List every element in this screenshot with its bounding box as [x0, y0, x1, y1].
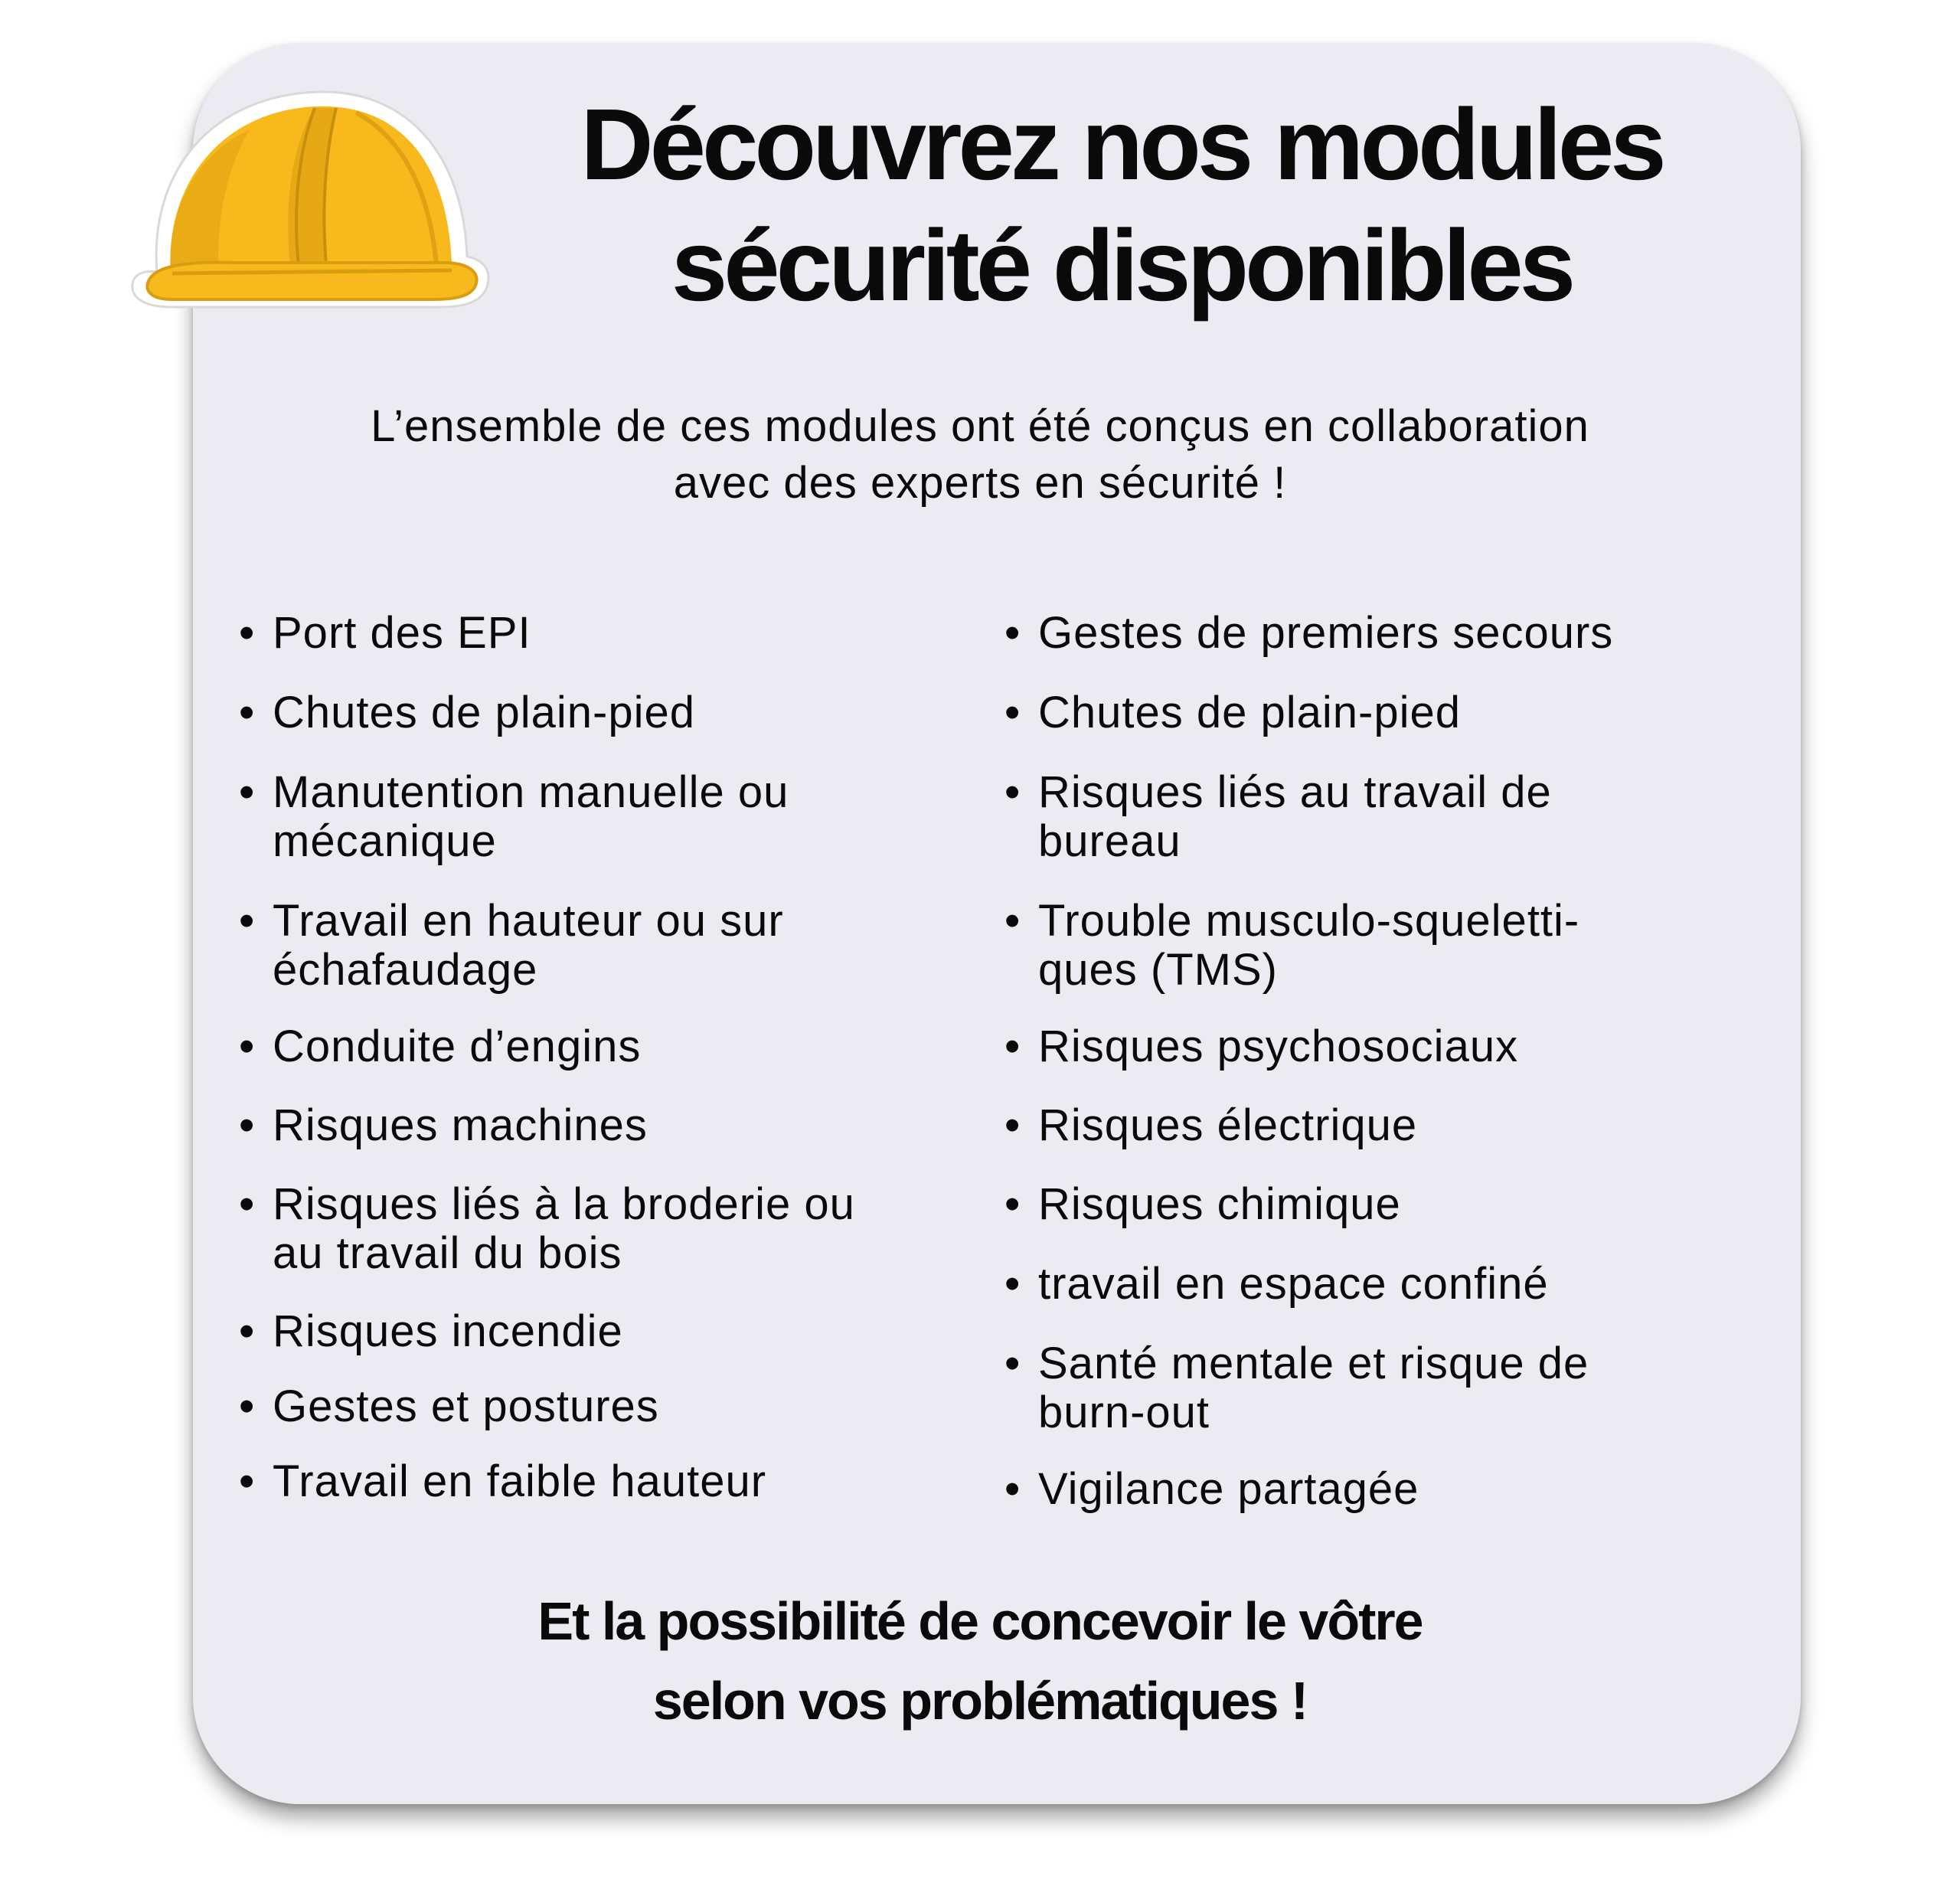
page-title-line-1: Découvrez nos modules [580, 88, 1663, 201]
list-item-text: • Manutention manuelle ou [273, 767, 789, 817]
list-item-text-continued: ques (TMS) [1038, 945, 1278, 995]
hard-hat-icon [126, 73, 494, 325]
closing-line-2: selon vos problématiques ! [652, 1671, 1308, 1731]
list-item-text: • Risques chimique [1038, 1179, 1401, 1229]
intro-text [230, 398, 1730, 512]
list-item [995, 768, 1707, 866]
intro-line-1: L’ensemble de ces modules ont été conçus en collaboration [371, 401, 1589, 451]
list-item [230, 1457, 965, 1506]
list-item-text-continued: mécanique [273, 816, 497, 866]
list-item-text: • Vigilance partagée [1038, 1464, 1419, 1514]
list-item [230, 1180, 965, 1278]
list-item-text: • Travail en faible hauteur [273, 1456, 767, 1506]
list-item-text: • Trouble musculo-squeletti- [1038, 896, 1580, 946]
list-item [230, 1101, 965, 1150]
list-item [995, 1022, 1707, 1071]
list-item [230, 609, 965, 658]
page-title-line-2: sécurité disponibles [671, 209, 1573, 322]
list-item [995, 1260, 1707, 1309]
closing-text [291, 1581, 1669, 1741]
list-item-text: • Conduite d’engins [273, 1022, 642, 1071]
list-item [230, 1022, 965, 1071]
list-item-text: • Risques liés à la broderie ou [273, 1179, 855, 1229]
list-item-text: • Gestes et postures [273, 1381, 659, 1431]
list-item-text-continued: au travail du bois [273, 1228, 622, 1278]
list-item-text: • Travail en hauteur ou sur [273, 896, 784, 946]
list-item-text-continued: bureau [1038, 816, 1181, 866]
list-item-text: • Risques psychosociaux [1038, 1022, 1519, 1071]
list-item [995, 688, 1707, 737]
list-item-text: • Port des EPI [273, 608, 531, 658]
list-item-text: • Risques machines [273, 1100, 648, 1150]
list-item [995, 1101, 1707, 1150]
list-item [995, 897, 1707, 995]
list-item [995, 1465, 1707, 1514]
list-item [230, 1382, 965, 1431]
list-item [230, 1307, 965, 1356]
list-item [995, 609, 1707, 658]
list-item-text: • Chutes de plain-pied [1038, 688, 1462, 737]
list-item [995, 1180, 1707, 1229]
list-item [230, 897, 965, 995]
closing-line-1: Et la possibilité de concevoir le vôtre [537, 1591, 1423, 1651]
list-item-text: • Risques électrique [1038, 1100, 1418, 1150]
page-title [459, 84, 1784, 326]
list-item [995, 1339, 1707, 1437]
list-item-text-continued: échafaudage [273, 945, 538, 995]
list-item-text: • Risques liés au travail de [1038, 767, 1552, 817]
list-item-text-continued: burn-out [1038, 1388, 1210, 1437]
list-item-text: • travail en espace confiné [1038, 1259, 1549, 1309]
list-item-text: • Gestes de premiers secours [1038, 608, 1614, 658]
intro-line-2: avec des experts en sécurité ! [673, 458, 1287, 508]
list-item-text: • Santé mentale et risque de [1038, 1339, 1589, 1388]
list-item [230, 768, 965, 866]
list-item-text: • Risques incendie [273, 1306, 623, 1356]
list-item-text: • Chutes de plain-pied [273, 688, 696, 737]
list-item [230, 688, 965, 737]
